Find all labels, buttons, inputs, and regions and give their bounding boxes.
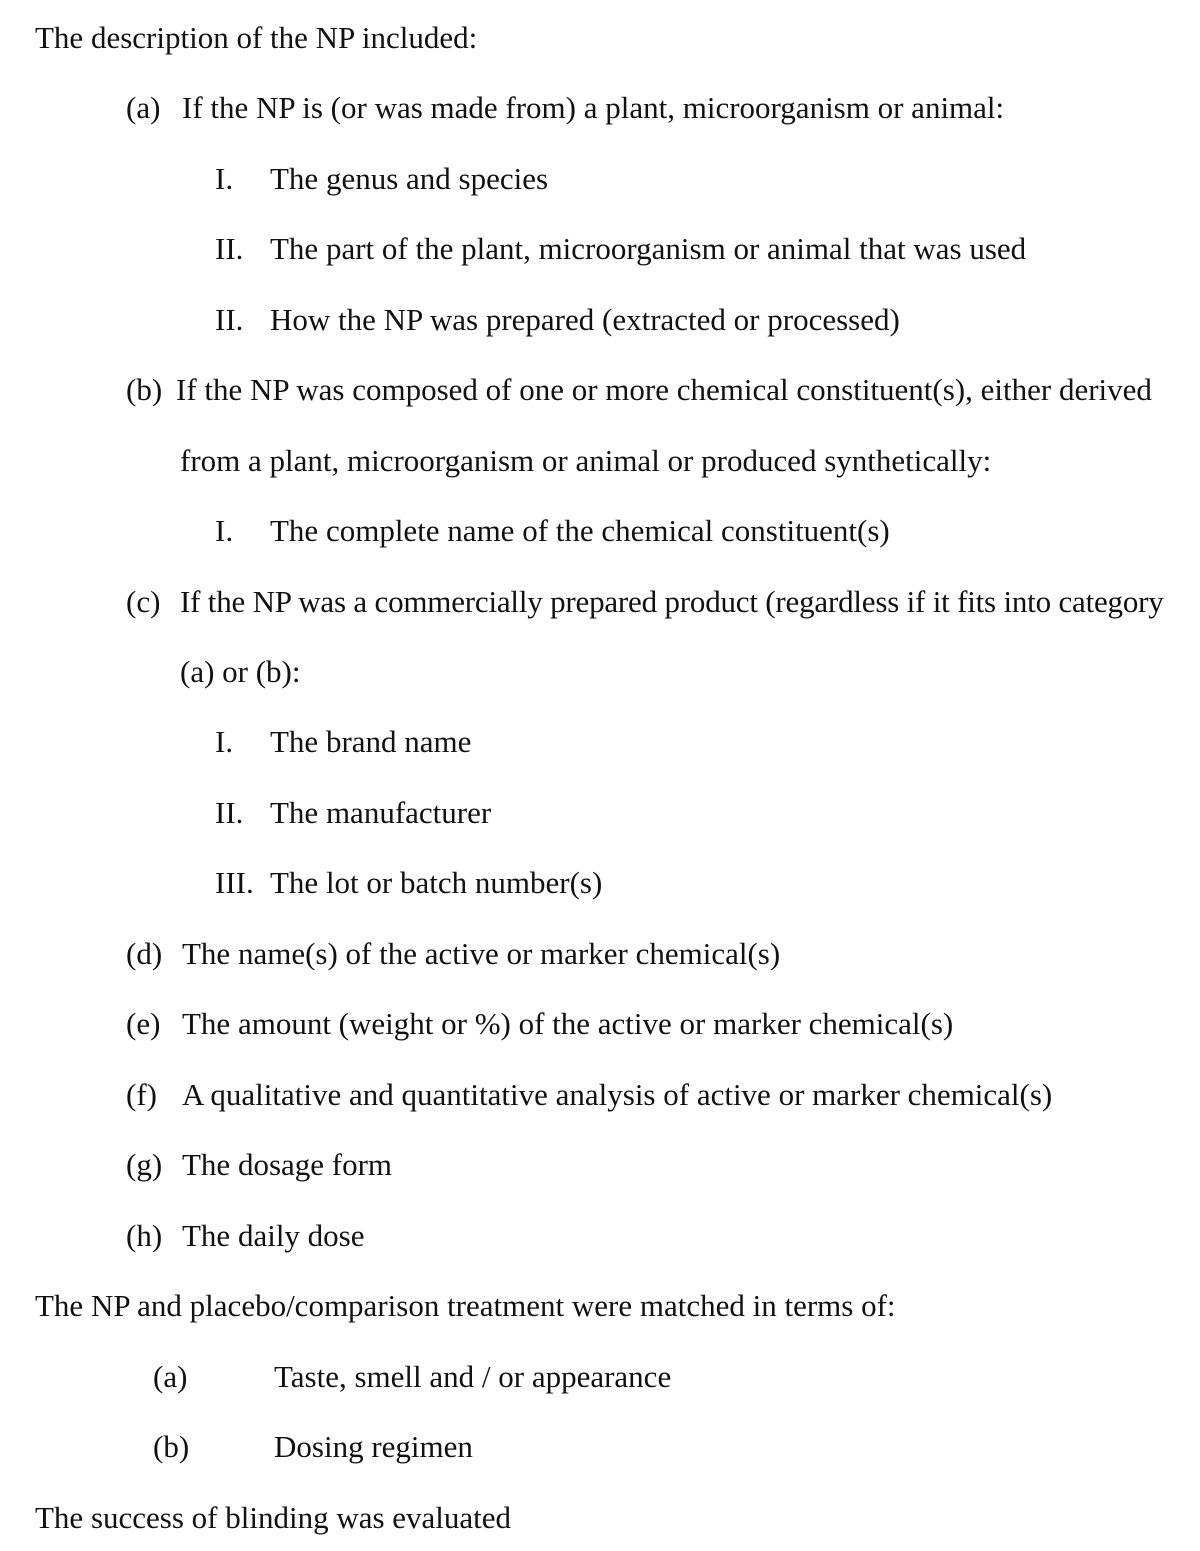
item-c-sub3-num: III.	[215, 865, 254, 900]
item-a-text: If the NP is (or was made from) a plant, microorganism or animal:	[182, 90, 1005, 125]
item-c-sub3-text: The lot or batch number(s)	[270, 865, 603, 900]
item-g-text: The dosage form	[182, 1147, 393, 1182]
item-a-sub1-text: The genus and species	[270, 161, 549, 196]
matching-item-a-label: (a)	[153, 1359, 188, 1394]
item-a-sub2-num: II.	[215, 231, 244, 266]
item-a-sub1-num: I.	[215, 161, 234, 196]
item-e-text: The amount (weight or %) of the active or marker chemical(s)	[182, 1006, 954, 1041]
item-b-text-line2: from a plant, microorganism or animal or produced synthetically:	[180, 443, 992, 478]
item-b-label: (b)	[126, 372, 163, 407]
blinding-heading: The success of blinding was evaluated	[35, 1500, 512, 1535]
matching-item-b-label: (b)	[153, 1429, 190, 1464]
item-d-label: (d)	[126, 936, 163, 971]
item-c-sub1-text: The brand name	[270, 724, 472, 759]
matching-item-a-text: Taste, smell and / or appearance	[274, 1359, 672, 1394]
item-a-sub2-text: The part of the plant, microorganism or animal that was used	[270, 231, 1027, 266]
item-e-label: (e)	[126, 1006, 161, 1041]
description-heading: The description of the NP included:	[35, 20, 478, 55]
item-b-sub1-text: The complete name of the chemical constituent(s)	[270, 513, 890, 548]
item-c-text-line2: (a) or (b):	[180, 654, 301, 689]
item-f-label: (f)	[126, 1077, 157, 1112]
item-a-label: (a)	[126, 90, 161, 125]
item-c-sub1-num: I.	[215, 724, 234, 759]
item-c-text-line1: If the NP was a commercially prepared product (regardless if it fits into category	[180, 584, 1164, 619]
item-f-text: A qualitative and quantitative analysis of active or marker chemical(s)	[182, 1077, 1053, 1112]
item-a-sub3-num: II.	[215, 302, 244, 337]
matching-item-b-text: Dosing regimen	[274, 1429, 473, 1464]
matching-heading: The NP and placebo/comparison treatment were matched in terms of:	[35, 1288, 896, 1323]
item-b-sub1-num: I.	[215, 513, 234, 548]
item-d-text: The name(s) of the active or marker chemical(s)	[182, 936, 781, 971]
item-c-label: (c)	[126, 584, 161, 619]
item-h-label: (h)	[126, 1218, 163, 1253]
item-g-label: (g)	[126, 1147, 163, 1182]
item-b-text-line1: If the NP was composed of one or more chemical constituent(s), either derived	[176, 372, 1152, 407]
item-c-sub2-text: The manufacturer	[270, 795, 492, 830]
item-h-text: The daily dose	[182, 1218, 365, 1253]
item-c-sub2-num: II.	[215, 795, 244, 830]
item-a-sub3-text: How the NP was prepared (extracted or processed)	[270, 302, 900, 337]
